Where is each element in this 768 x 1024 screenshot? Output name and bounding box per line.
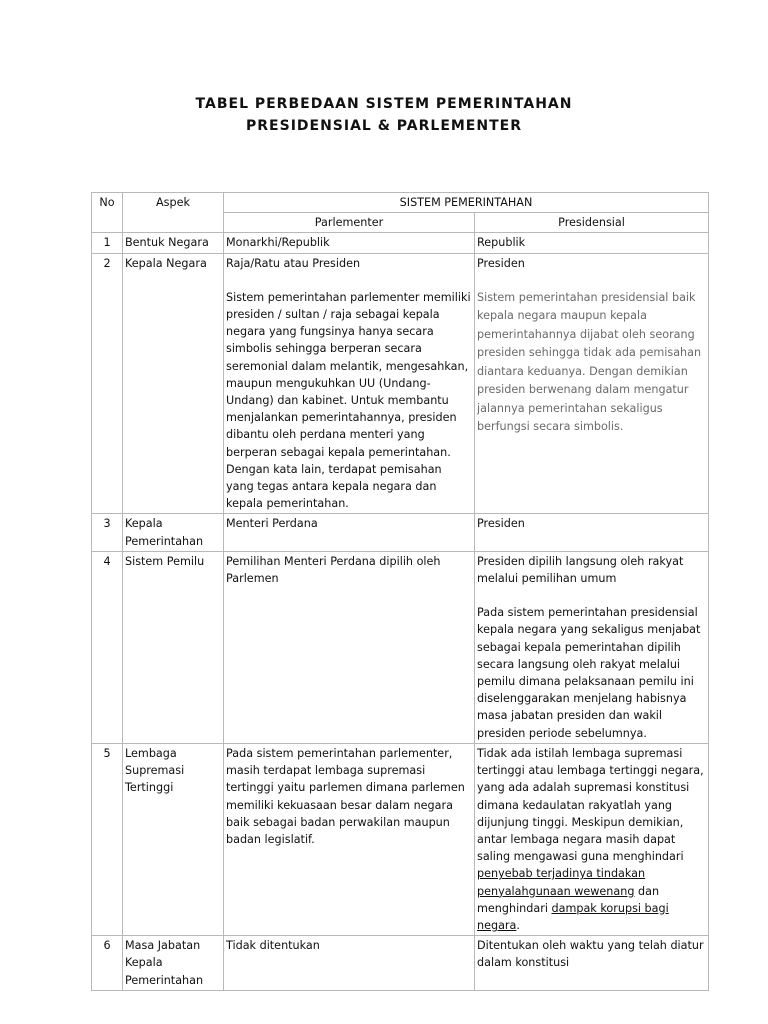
table-row: [92, 233, 709, 253]
parlementer-detail: Sistem pemerintahan parlementer memiliki presiden / sultan / raja sebagai kepala negara yang fungsinya hanya secara simbolis sehingga berperan secara seremonial dalam melantik, mengesahkan, maupun mengukuhkan UU (Undang-Undang) dan kabinet. Untuk membantu menjalankan pemerintahannya, presiden dibantu oleh perdana menteri yang berperan sebagai kepala pemerintahan. Dengan kata lain, terdapat pemisahan yang tegas antara kepala negara dan kepala pemerintahan.: [226, 290, 471, 511]
parlementer-value: Raja/Ratu atau Presiden: [226, 256, 361, 270]
row-number: 5: [92, 743, 123, 935]
row-parlementer: Pada sistem pemerintahan parlementer, masih terdapat lembaga supremasi tertinggi yaitu parlemen dimana parlemen memiliki kekuasaan besar dalam negara baik sebagai badan perwakilan maupun badan legislatif.: [224, 743, 475, 935]
link-penyebab-penyalahgunaan[interactable]: penyebab terjadinya tindakan penyalahgunaan wewenang: [477, 867, 646, 898]
title-line-1: TABEL PERBEDAAN SISTEM PEMERINTAHAN: [195, 96, 573, 112]
row-presidensial: [475, 253, 709, 514]
header-no: No: [92, 193, 123, 233]
row-presidensial: Ditentukan oleh waktu yang telah diatur dalam konstitusi: [475, 936, 709, 991]
header-row: [92, 193, 709, 213]
row-presidensial: [475, 551, 709, 743]
presidensial-text: Tidak ada istilah lembaga supremasi tertinggi atau lembaga tertinggi negara, yang ada adalah supremasi konstitusi dimana kedaulatan rakyatlah yang dijunjung tinggi. Meskipun demikian, antar lembaga negara masih dapat saling mengawasi guna menghindari: [477, 746, 704, 864]
comparison-table: [91, 192, 709, 991]
row-number: 1: [92, 233, 123, 253]
presidensial-text-end: .: [516, 918, 520, 932]
presidensial-detail: Sistem pemerintahan presidensial baik kepala negara maupun kepala pemerintahannya dijabat oleh seorang presiden sehingga tidak ada pemisahan diantara keduanya. Dengan demikian presiden berwenang dalam mengatur jalannya pemerintahan sekaligus berfungsi secara simbolis.: [477, 290, 702, 434]
link-dampak-korupsi[interactable]: dampak korupsi bagi negara: [477, 901, 669, 932]
title-line-2: PRESIDENSIAL & PARLEMENTER: [246, 118, 522, 134]
row-parlementer: Menteri Perdana: [224, 514, 475, 551]
row-presidensial: Republik: [475, 233, 709, 253]
row-parlementer: Tidak ditentukan: [224, 936, 475, 991]
row-parlementer: Pemilihan Menteri Perdana dipilih oleh Parlemen: [224, 551, 475, 743]
row-number: 3: [92, 514, 123, 551]
row-number: 6: [92, 936, 123, 991]
table-row: [92, 253, 709, 514]
table-row: [92, 936, 709, 991]
document-title: [0, 93, 768, 137]
row-aspek: Bentuk Negara: [123, 233, 224, 253]
table-row: [92, 514, 709, 551]
row-aspek: Kepala Pemerintahan: [123, 514, 224, 551]
presidensial-text: dan menghindari: [477, 884, 660, 915]
header-presidensial: Presidensial: [475, 213, 709, 233]
row-aspek: Masa Jabatan Kepala Pemerintahan: [123, 936, 224, 991]
presidensial-value: Presiden dipilih langsung oleh rakyat melalui pemilihan umum: [477, 554, 684, 586]
row-aspek: Sistem Pemilu: [123, 551, 224, 743]
header-sistem: SISTEM PEMERINTAHAN: [224, 193, 709, 213]
header-aspek: Aspek: [123, 193, 224, 233]
row-number: 2: [92, 253, 123, 514]
table-row: [92, 551, 709, 743]
row-aspek: Kepala Negara: [123, 253, 224, 514]
row-presidensial: [475, 743, 709, 935]
row-parlementer: Monarkhi/Republik: [224, 233, 475, 253]
row-number: 4: [92, 551, 123, 743]
presidensial-detail: Pada sistem pemerintahan presidensial kepala negara yang sekaligus menjabat sebagai kepala pemerintahan dipilih secara langsung oleh rakyat melalui pemilu dimana pelaksanaan pemilu ini diselenggarakan menjelang habisnya masa jabatan presiden dan wakil presiden periode sebelumnya.: [477, 606, 701, 740]
row-presidensial: Presiden: [475, 514, 709, 551]
row-parlementer: [224, 253, 475, 514]
header-parlementer: Parlementer: [224, 213, 475, 233]
table-row: [92, 743, 709, 935]
presidensial-value: Presiden: [477, 256, 525, 270]
row-aspek: Lembaga Supremasi Tertinggi: [123, 743, 224, 935]
